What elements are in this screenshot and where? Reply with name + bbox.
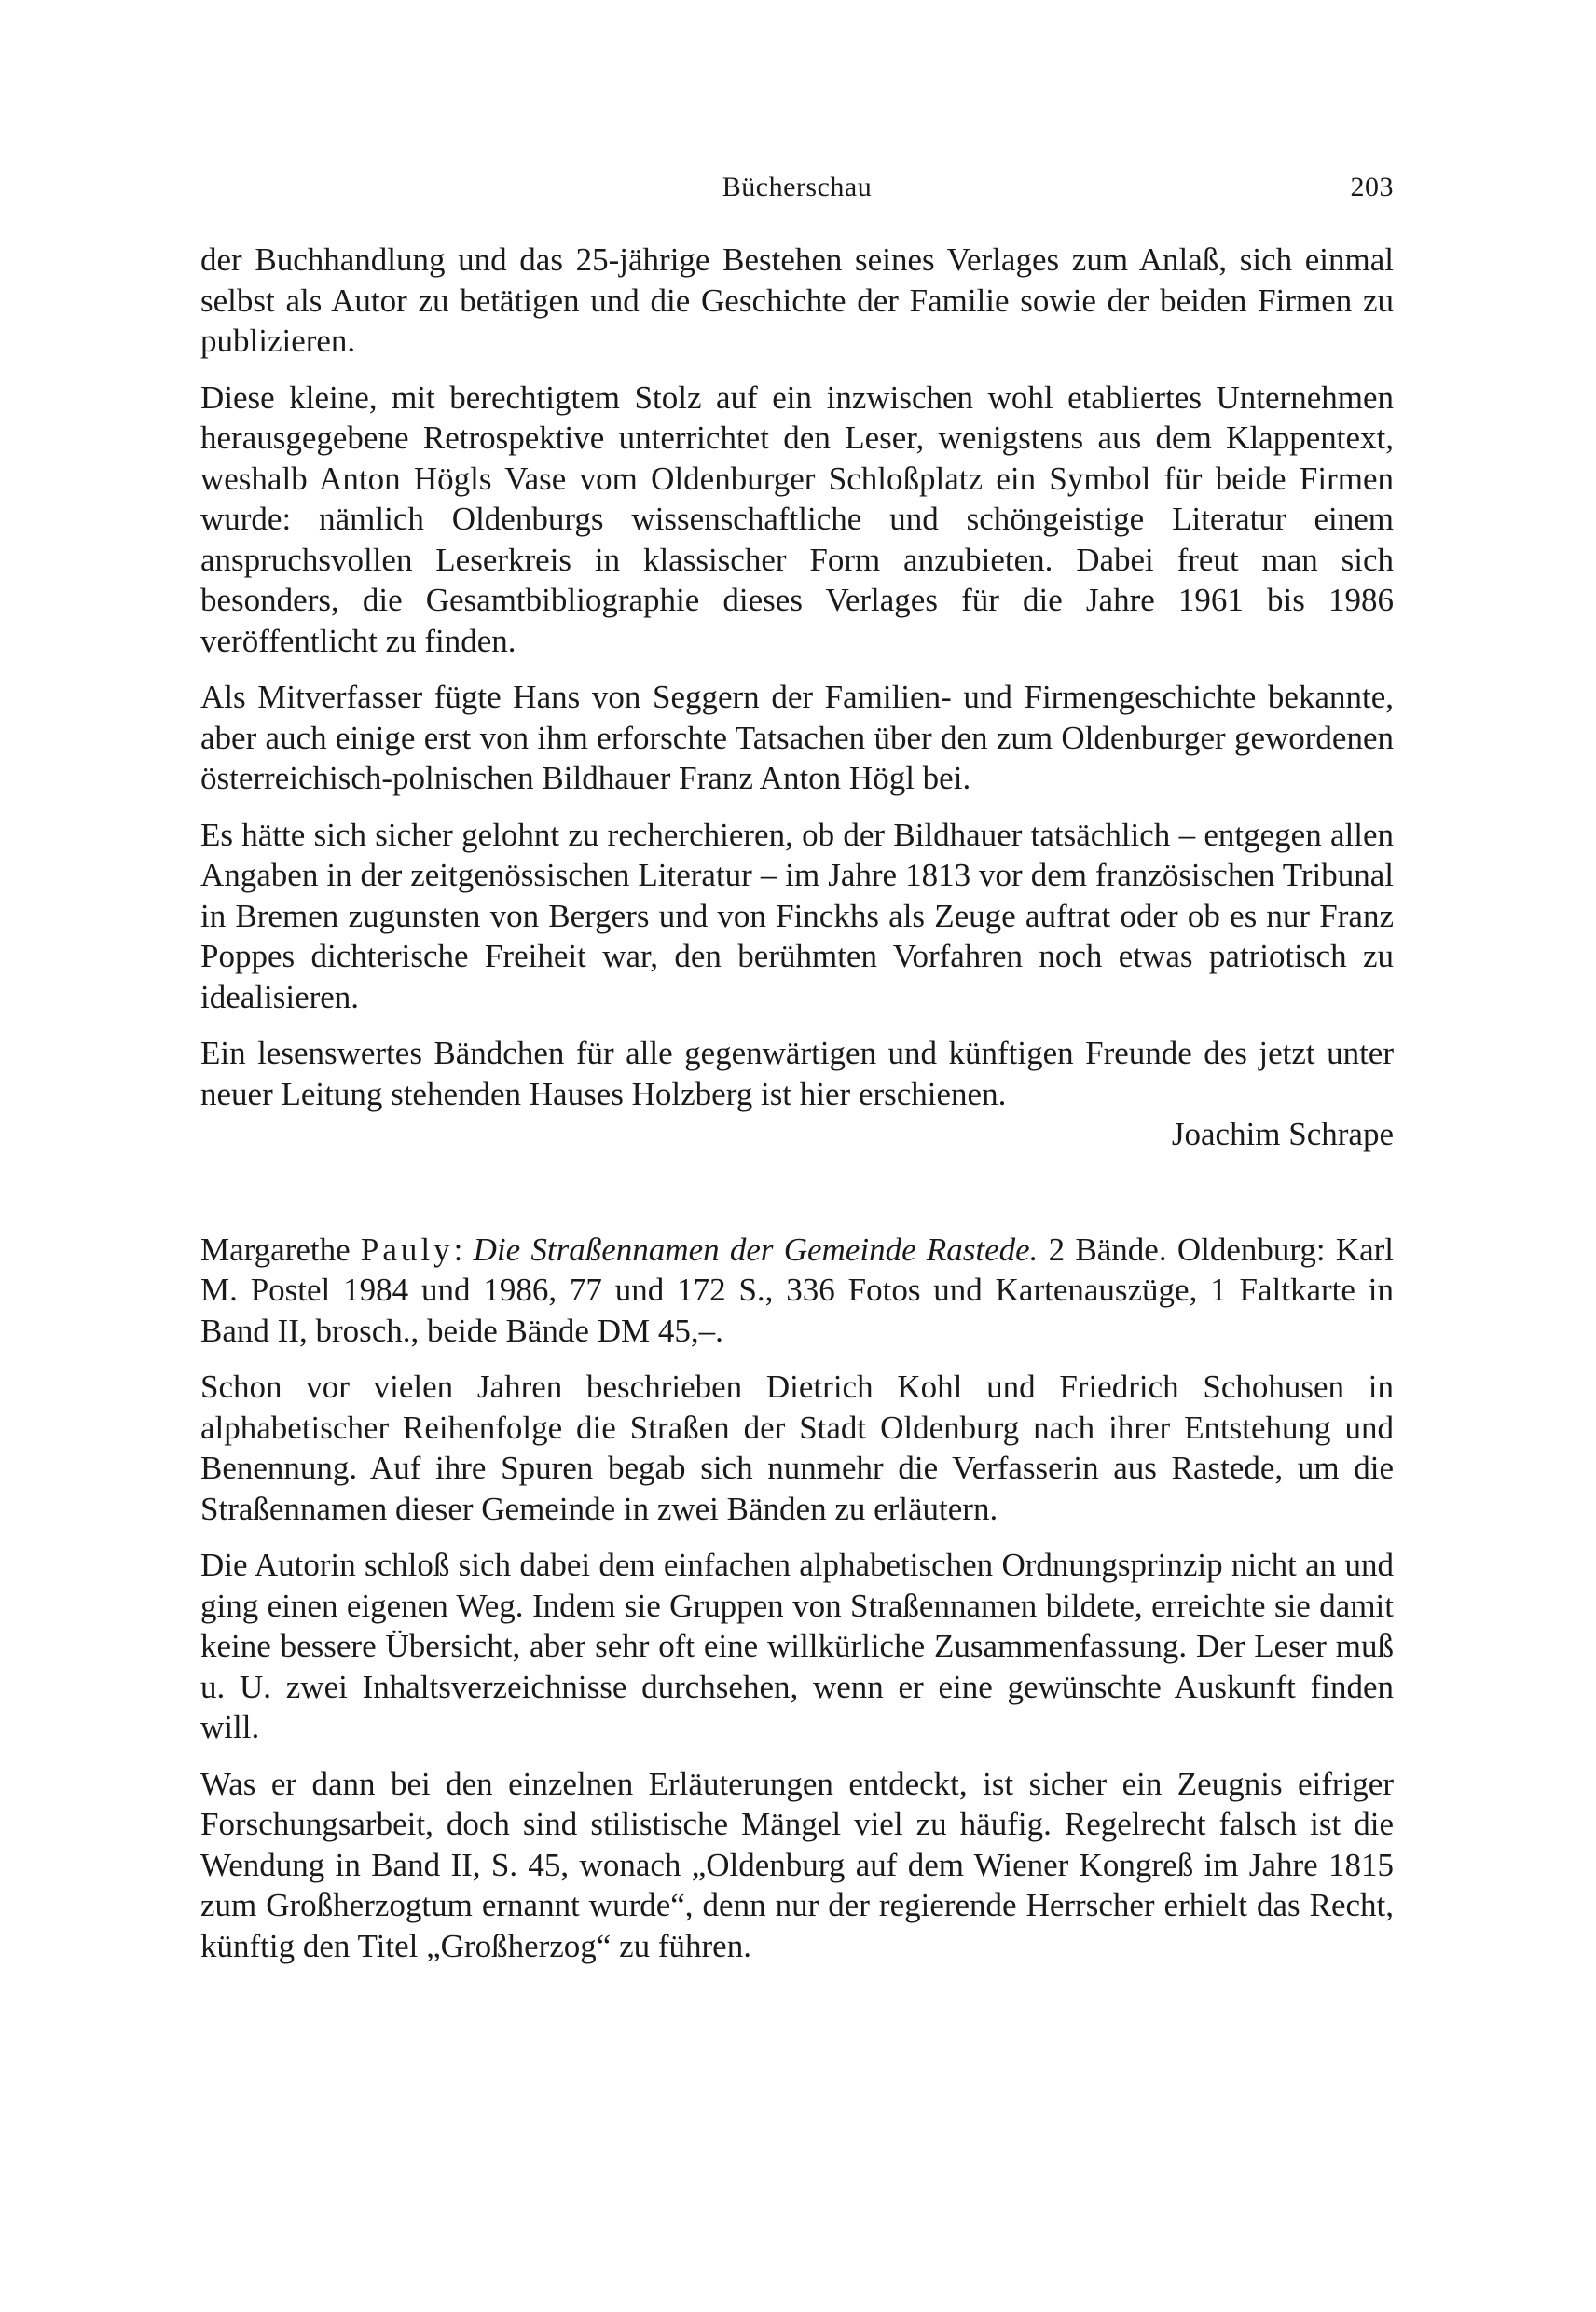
author-last-name: Pauly xyxy=(360,1231,454,1268)
running-head-title: Bücherschau xyxy=(722,172,873,202)
running-head xyxy=(200,168,1394,213)
reviewer-signature: Joachim Schrape xyxy=(1171,1116,1394,1152)
paragraph: Schon vor vielen Jahren beschrieben Dietrich Kohl und Friedrich Schohusen in alphabetischer Reihenfolge die Straßen der Stadt Oldenburg nach ihrer Entstehung und Benennung. Auf ihre Spuren begab sich nunmehr die Verfasserin aus Rastede, um die Straßennamen dieser Gemeinde in zwei Bänden zu erläutern. xyxy=(200,1369,1394,1527)
bibliographic-heading xyxy=(200,1230,1394,1352)
paragraph: der Buchhandlung und das 25-jährige Bestehen seines Verlages zum Anlaß, sich einmal selbst als Autor zu betätigen und die Geschichte der Familie sowie der beiden Firmen zu publizieren. xyxy=(200,241,1394,359)
paragraph: Die Autorin schloß sich dabei dem einfachen alphabetischen Ordnungsprinzip nicht an und ging einen eigenen Weg. Indem sie Gruppen von Straßennamen bildete, erreichte sie damit keine bessere Übersicht, aber sehr oft eine willkürliche Zusammenfassung. Der Leser muß u. U. zwei Inhaltsverzeichnisse durchsehen, wenn er eine gewünschte Auskunft finden will. xyxy=(200,1547,1394,1745)
paragraph: Diese kleine, mit berechtigtem Stolz auf ein inzwischen wohl etabliertes Unternehmen herausgegebene Retrospektive unterrichtet den Leser, wenigstens aus dem Klappentext, weshalb Anton Högls Vase vom Oldenburger Schloßplatz ein Symbol für beide Firmen wurde: nämlich Oldenburgs wissenschaftliche und schöngeistige Literatur einem anspruchsvollen Leserkreis in klassischer Form anzubieten. Dabei freut man sich besonders, die Gesamtbibliographie dieses Verlages für die Jahre 1961 bis 1986 veröffentlicht zu finden. xyxy=(200,378,1394,659)
review-holzberg xyxy=(200,240,1394,1155)
publication-details: 2 Bände. Oldenburg: Karl M. Postel 1984 und 1986, 77 und 172 S., 336 Fotos und Kartenauszüge, 1 Faltkarte in Band II, brosch., beide Bände DM 45,–. xyxy=(200,1231,1395,1349)
author-first-name: Margarethe xyxy=(200,1231,351,1268)
page-number: 203 xyxy=(1350,172,1394,202)
heading-separator: : xyxy=(453,1231,463,1268)
paragraph: Es hätte sich sicher gelohnt zu recherchieren, ob der Bildhauer tatsächlich – entgegen allen Angaben in der zeitgenössischen Literatur – im Jahre 1813 vor dem französischen Tribunal in Bremen zugunsten von Bergers und von Finckhs als Zeuge auftrat oder ob es nur Franz Poppes dichterische Freiheit war, den berühmten Vorfahren noch etwas patriotisch zu idealisieren. xyxy=(200,816,1394,1015)
page xyxy=(200,168,1394,1982)
book-title: Die Straßennamen der Gemeinde Rastede. xyxy=(473,1231,1039,1268)
paragraph: Was er dann bei den einzelnen Erläuterungen entdeckt, ist sicher ein Zeugnis eifriger Forschungsarbeit, doch sind stilistische Mängel viel zu häufig. Regelrecht falsch ist die Wendung in Band II, S. 45, wonach „Oldenburg auf dem Wiener Kongreß im Jahre 1815 zum Großherzogtum ernannt wurde“, denn nur der regierende Herrscher erhielt das Recht, künftig den Titel „Großherzog“ zu führen. xyxy=(200,1765,1394,1964)
paragraph: Ein lesenswertes Bändchen für alle gegenwärtigen und künftigen Freunde des jetzt unter neuer Leitung stehenden Hauses Holzberg ist hier erschienen. xyxy=(200,1035,1394,1112)
paragraph: Als Mitverfasser fügte Hans von Seggern der Familien- und Firmengeschichte bekannte, aber auch einige erst von ihm erforschte Tatsachen über den zum Oldenburger gewordenen österreichisch-polnischen Bildhauer Franz Anton Högl bei. xyxy=(200,679,1394,796)
page-body xyxy=(200,240,1394,1966)
review-pauly xyxy=(200,1230,1394,1967)
